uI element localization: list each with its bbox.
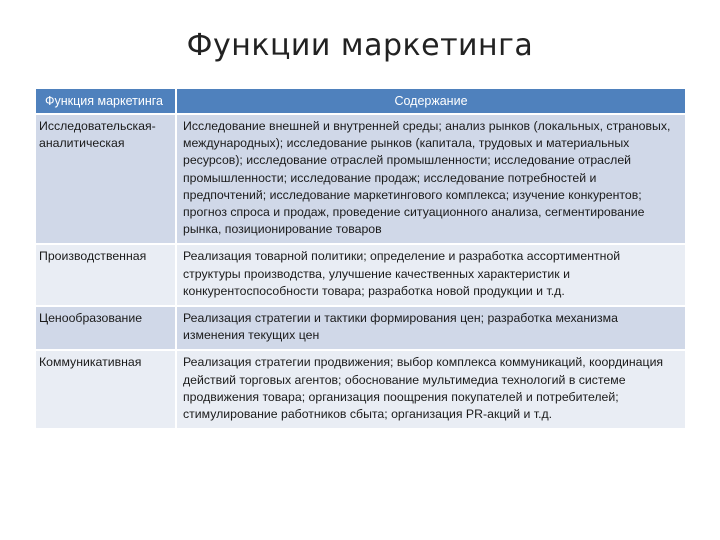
table-header-row [36,89,685,115]
content-cell: Реализация стратегии продвижения; выбор комплекса коммуникаций, координация действий торговых агентов; обоснование мультимедиа технологий в системе продвижения товара; организация поощрения покупателей и потребителей; стимулирование работников сбыта; организация PR-акций и т.д. [177,351,685,430]
content-cell: Исследование внешней и внутренней среды; анализ рынков (локальных, страновых, международных); исследование рынков (капитала, трудовых и материальных ресурсов); исследование отраслей промышленности; исследование отраслей промышленности; исследование продаж; исследование потребностей и предпочтений; исследование маркетингового комплекса; изучение конкурентов; прогноз спроса и продаж, проведение ситуационного анализа, сегментирование рынка, позиционирование товаров [177,115,685,245]
function-cell: Ценообразование [36,307,177,351]
function-cell: Коммуникативная [36,351,177,430]
content-cell: Реализация товарной политики; определение и разработка ассортиментной структуры производства, улучшение качественных характеристик и конкурентоспособности товара; разработка новой продукции и т.д. [177,245,685,307]
content-cell: Реализация стратегии и тактики формирования цен; разработка механизма изменения текущих цен [177,307,685,351]
header-content: Содержание [177,89,685,115]
table-row [36,307,685,351]
function-cell: Производственная [36,245,177,307]
header-function: Функция маркетинга [36,89,177,115]
marketing-functions-table [36,89,685,430]
function-cell: Исследовательская-аналитическая [36,115,177,245]
table-row [36,115,685,245]
slide-title: Функции маркетинга [186,28,534,63]
table-row [36,351,685,430]
table-row [36,245,685,307]
